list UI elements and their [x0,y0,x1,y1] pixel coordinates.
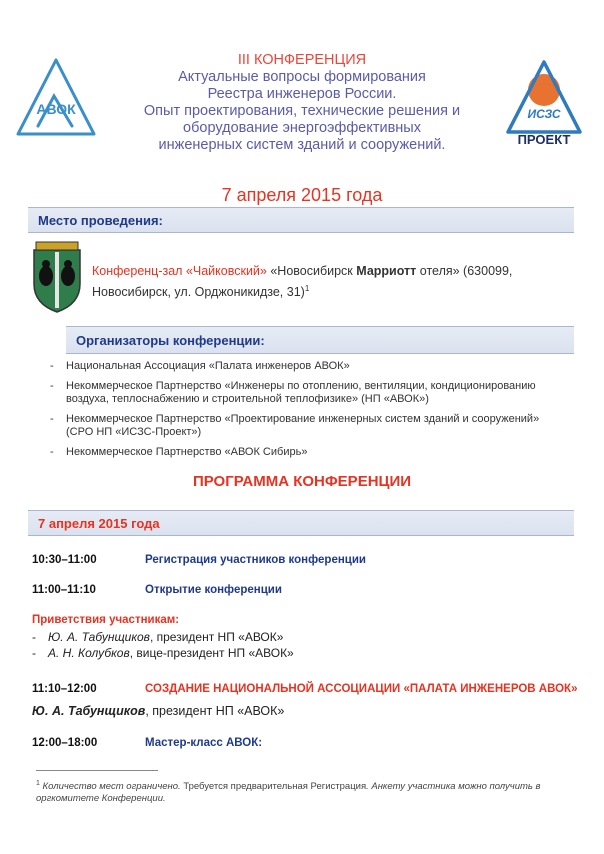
venue-address [92,263,582,301]
organizers-heading-band [66,326,574,354]
venue-part1: «Новосибирск [266,264,357,278]
organizers-list [50,360,550,466]
program-title: ПРОГРАММА КОНФЕРЕНЦИИ [192,473,412,490]
row-time-3: 11:10–12:00 [32,683,97,695]
speaker-name: Ю. А. Табунщиков [32,704,146,718]
row-time-1: 10:30–11:00 [32,554,97,566]
organizers-heading: Организаторы конференции: [76,333,265,348]
avok-logo [14,56,98,140]
row-time-4: 12:00–18:00 [32,737,98,749]
title-line-3: Реестра инженеров России. [207,86,397,102]
row-event-1: Регистрация участников конференции [145,554,366,566]
list-item: - Некоммерческое Партнерство «Инженеры по отоплению, вентиляции, кондиционированию воздуха, теплоснабжению и строительной теплофизике» (НП «АВОК») [50,380,536,405]
footnote: $^1$ Количество мест ограничено. Требуется предварительная Регистрация. Анкету участника можно получить в оргкомитете Конференции. [36,780,541,805]
venue-marriott: Марриотт [356,264,417,278]
list-item: - Некоммерческое Партнерство «АВОК Сибирь» [50,446,308,458]
title-line-6: инженерных систем зданий и сооружений. [158,137,446,153]
iszs-project-logo [498,56,588,146]
list-item: - Некоммерческое Партнерство «Проектирование инженерных систем зданий и сооружений» (СРО НП «ИСЗС-Проект») [50,413,540,438]
program-day: 7 апреля 2015 года [38,516,160,531]
list-item: - Национальная Ассоциация «Палата инженеров АВОК» [50,360,350,372]
svg-text:ПРОЕКТ: ПРОЕКТ [517,132,571,146]
title-line-1: III КОНФЕРЕНЦИЯ [237,52,367,68]
novosibirsk-crest-icon [28,240,86,314]
venue-footnote-mark: 1 [304,284,310,293]
row-event-2: Открытие конференции [145,584,282,596]
speaker-role: , президент НП «АВОК» [145,704,285,718]
list-item: - Ю. А. Табунщиков, президент НП «АВОК» [32,630,284,644]
venue-hall: Конференц-зал «Чайковский» [92,264,267,278]
venue-heading-band [28,207,574,233]
greetings-heading: Приветствия участникам: [32,614,180,626]
conference-title [130,52,474,154]
program-day-band [28,510,574,536]
speaker [32,704,284,718]
greetings-list [32,629,294,661]
conference-date: 7 апреля 2015 года [221,185,383,205]
footnote-divider [36,770,158,771]
title-line-2: Актуальные вопросы формирования [178,69,426,85]
svg-text:АВОК: АВОК [36,101,76,117]
svg-text:ИСЗС: ИСЗС [527,107,561,121]
venue-heading: Место проведения: [38,213,163,228]
title-line-5: оборудование энергоэффективных [183,120,421,136]
title-line-4: Опыт проектирования, технические решения и [143,103,461,119]
row-event-4: Мастер-класс АВОК: [145,737,263,749]
row-event-3: СОЗДАНИЕ НАЦИОНАЛЬНОЙ АССОЦИАЦИИ «ПАЛАТА ИНЖЕНЕРОВ АВОК» [145,683,578,695]
list-item: - А. Н. Колубков, вице-президент НП «АВОК» [32,646,294,660]
row-time-2: 11:00–11:10 [32,584,96,596]
venue-line2: Новосибирск, ул. Орджоникидзе, 31) [92,285,305,300]
venue-part2: отеля» (630099, [416,264,513,278]
